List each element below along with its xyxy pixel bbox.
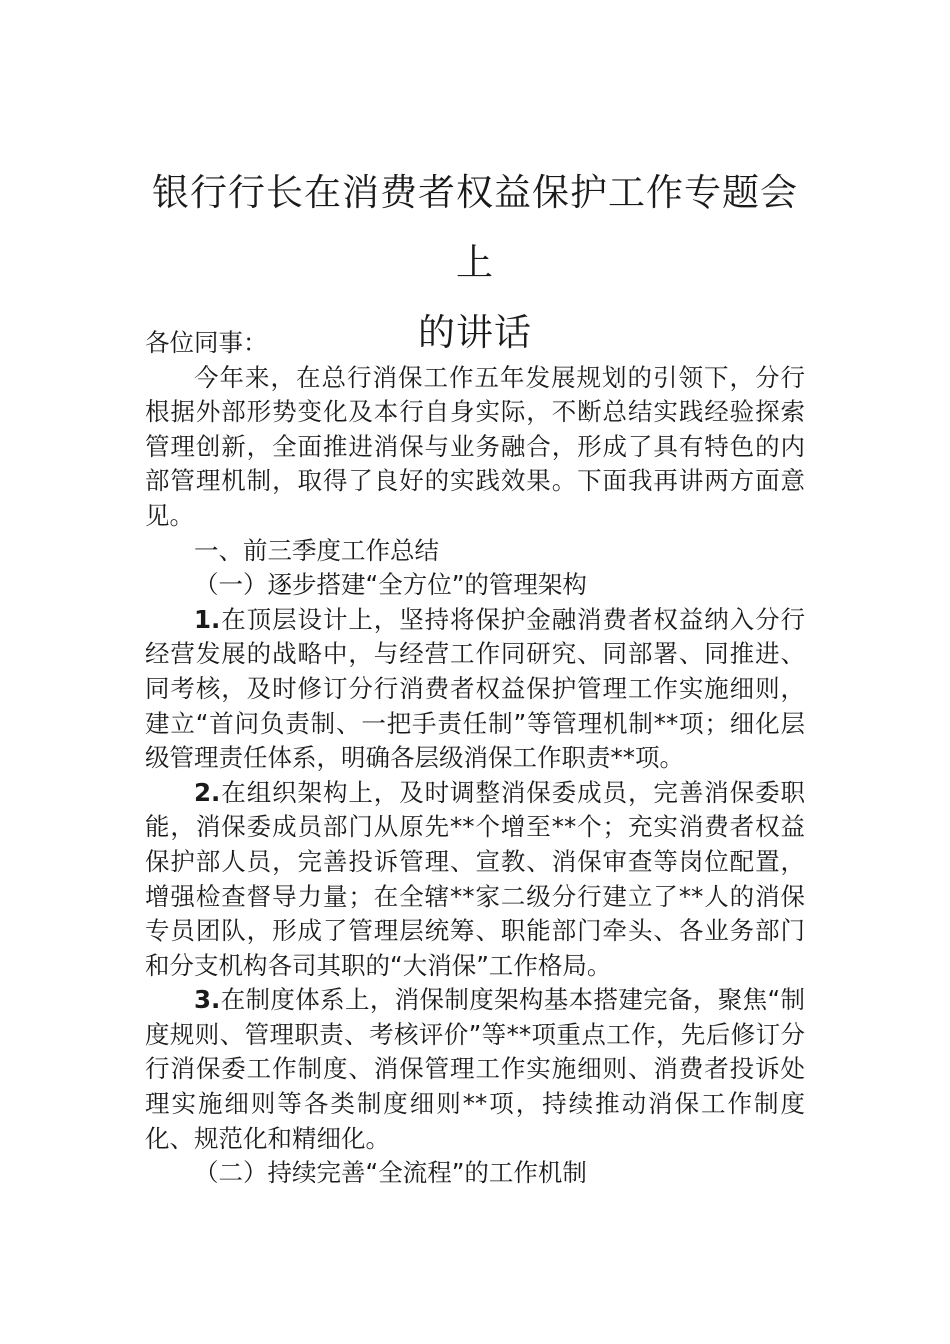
intro-paragraph: 今年来，在总行消保工作五年发展规划的引领下，分行根据外部形势变化及本行自身实际，不断总结实践经验探索管理创新，全面推进消保与业务融合，形成了具有特色的内部管理机制，取得了良好的实践效果。下面我再讲两方面意见。: [145, 362, 805, 530]
item-paragraph-3: [145, 983, 805, 1156]
salutation: 各位同事：: [145, 328, 268, 357]
section-heading-1: 一、前三季度工作总结: [194, 535, 439, 565]
title-line-1: 银行行长在消费者权益保护工作专题会上: [152, 171, 798, 284]
subsection-heading-2: （二）持续完善“全流程”的工作机制: [194, 1158, 587, 1188]
item-text-3: 在制度体系上，消保制度架构基本搭建完备，聚焦“制度规则、管理职责、考核评价”等**项重点工作，先后修订分行消保委工作制度、消保管理工作实施细则、消费者投诉处理实施细则等各类制度细则**项，持续推动消保工作制度化、规范化和精细化。: [145, 985, 805, 1153]
title-line-2: 的讲话: [418, 311, 532, 354]
item-number-1: 1.: [194, 604, 221, 634]
subsection-heading-1: （一）逐步搭建“全方位”的管理架构: [194, 570, 587, 600]
item-paragraph-1: [145, 603, 805, 776]
item-text-2: 在组织架构上，及时调整消保委成员，完善消保委职能，消保委成员部门从原先**个增至**个；充实消费者权益保护部人员，完善投诉管理、宣教、消保审查等岗位配置，增强检查督导力量；在全辖**家二级分行建立了**人的消保专员团队，形成了管理层统筹、职能部门牵头、各业务部门和分支机构各司其职的“大消保”工作格局。: [145, 777, 805, 980]
item-number-3: 3.: [194, 985, 221, 1015]
item-text-1: 在顶层设计上，坚持将保护金融消费者权益纳入分行经营发展的战略中，与经营工作同研究、同部署、同推进、同考核，及时修订分行消费者权益保护管理工作实施细则，建立“首问负责制、一把手责任制”等管理机制**项；细化层级管理责任体系，明确各层级消保工作职责**项。: [145, 604, 805, 773]
item-number-2: 2.: [194, 777, 221, 807]
item-paragraph-2: [145, 776, 805, 984]
document-body: [145, 326, 805, 1191]
